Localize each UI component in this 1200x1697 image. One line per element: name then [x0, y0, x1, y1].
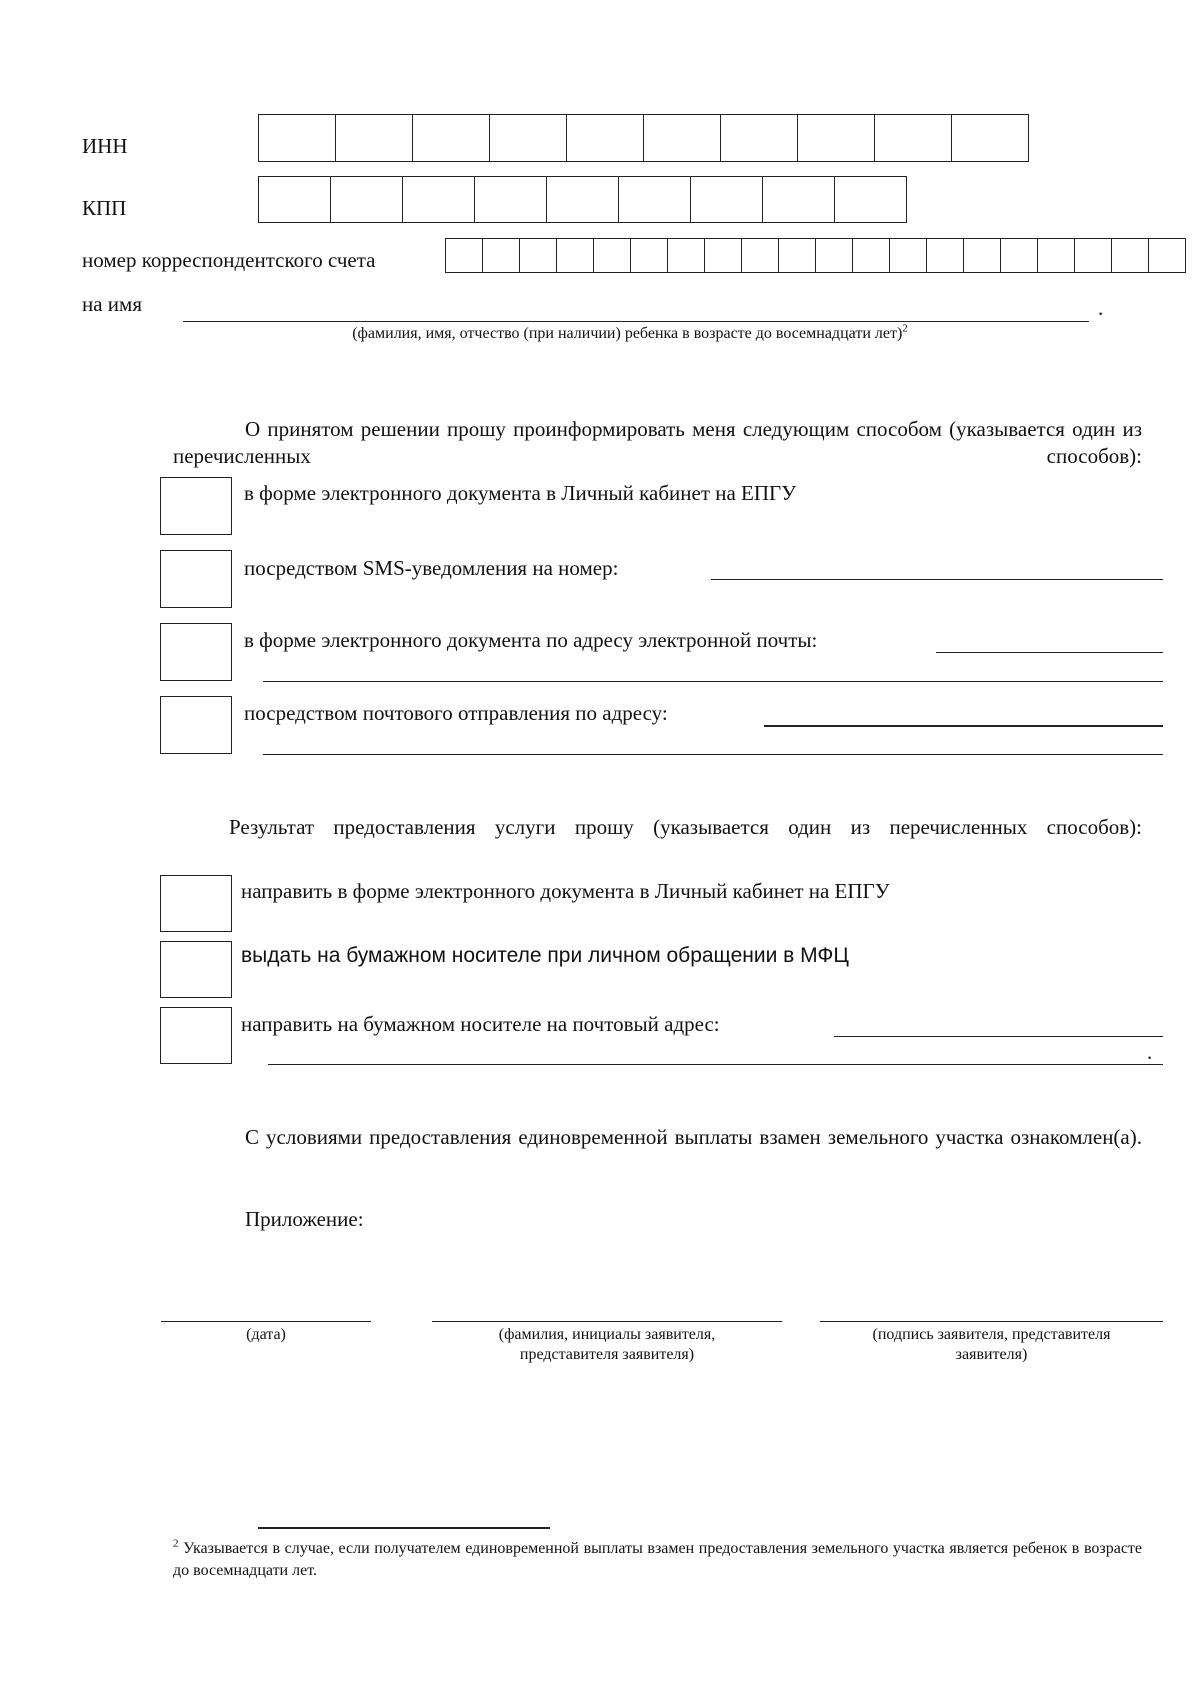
result-option-mfc-label: выдать на бумажном носителе при личном обращении в МФЦ [241, 944, 849, 967]
kpp-digit-cell[interactable] [403, 176, 475, 223]
result-trailing-dot: . [1147, 1040, 1153, 1064]
corr-account-digit-cell[interactable] [853, 238, 890, 273]
kpp-digit-cell[interactable] [619, 176, 691, 223]
notify-option-sms-checkbox[interactable] [160, 550, 232, 608]
attachment-label: Приложение: [245, 1207, 364, 1231]
kpp-digit-cell[interactable] [763, 176, 835, 223]
signature-caption-line2: заявителя) [955, 1346, 1028, 1363]
applicant-name-caption [432, 1325, 782, 1365]
result-option-post-checkbox[interactable] [160, 1007, 232, 1064]
result-option-post-label: направить на бумажном носителе на почтовый адрес: [241, 1012, 720, 1036]
inn-digit-cell[interactable] [259, 114, 336, 162]
kpp-digit-cell[interactable] [835, 176, 907, 223]
corr-account-digit-cell[interactable] [779, 238, 816, 273]
name-label: на имя [82, 292, 142, 316]
conditions-text: С условиями предоставления единовременной выплаты взамен земельного участка ознакомлен(а). [245, 1125, 1142, 1149]
name-trailing-dot: . [1098, 296, 1104, 320]
kpp-cells [258, 176, 907, 223]
corr-account-digit-cell[interactable] [446, 238, 483, 273]
notify-option-post-label: посредством почтового отправления по адресу: [244, 701, 668, 725]
corr-account-digit-cell[interactable] [890, 238, 927, 273]
footnote-mark: 2 [173, 1537, 179, 1550]
result-option-mfc-checkbox[interactable] [160, 941, 232, 998]
child-name-input-line[interactable] [183, 321, 1089, 322]
corr-account-digit-cell[interactable] [594, 238, 631, 273]
corr-account-digit-cell[interactable] [1075, 238, 1112, 273]
corr-account-digit-cell[interactable] [1038, 238, 1075, 273]
corr-account-digit-cell[interactable] [964, 238, 1001, 273]
corr-account-digit-cell[interactable] [520, 238, 557, 273]
signature-input-line[interactable] [820, 1321, 1163, 1322]
notify-intro: О принятом решении прошу проинформировать меня следующим способом (указывается один из перечисленных способов): [173, 417, 1142, 468]
inn-digit-cell[interactable] [567, 114, 644, 162]
signature-caption [820, 1325, 1163, 1365]
corr-account-digit-cell[interactable] [1001, 238, 1038, 273]
email-input-line-2[interactable] [263, 681, 1163, 682]
signature-caption-line1: (подпись заявителя, представителя [872, 1326, 1111, 1343]
corr-account-digit-cell[interactable] [668, 238, 705, 273]
post-address-input-line-1[interactable] [764, 725, 1163, 727]
email-input-line-1[interactable] [936, 652, 1163, 653]
notify-option-lk-label: в форме электронного документа в Личный кабинет на ЕПГУ [244, 481, 797, 505]
kpp-digit-cell[interactable] [691, 176, 763, 223]
kpp-digit-cell[interactable] [331, 176, 403, 223]
notify-option-post-checkbox[interactable] [160, 696, 232, 754]
applicant-name-caption-line1: (фамилия, инициалы заявителя, [498, 1326, 716, 1343]
applicant-name-caption-line2: представителя заявителя) [519, 1346, 695, 1363]
inn-cells [258, 114, 1029, 162]
inn-digit-cell[interactable] [336, 114, 413, 162]
result-intro: Результат предоставления услуги прошу (указывается один из перечисленных способов): [229, 815, 1142, 839]
date-input-line[interactable] [161, 1321, 371, 1322]
corr-account-label: номер корреспондентского счета [82, 248, 376, 272]
corr-account-digit-cell[interactable] [742, 238, 779, 273]
result-post-address-line-1[interactable] [834, 1036, 1163, 1037]
kpp-digit-cell[interactable] [547, 176, 619, 223]
corr-account-digit-cell[interactable] [927, 238, 964, 273]
footnote-separator [258, 1527, 550, 1529]
kpp-label: КПП [82, 196, 127, 220]
corr-account-digit-cell[interactable] [816, 238, 853, 273]
corr-account-digit-cell[interactable] [631, 238, 668, 273]
inn-digit-cell[interactable] [490, 114, 567, 162]
corr-account-digit-cell[interactable] [705, 238, 742, 273]
inn-digit-cell[interactable] [413, 114, 490, 162]
kpp-digit-cell[interactable] [259, 176, 331, 223]
kpp-digit-cell[interactable] [475, 176, 547, 223]
applicant-name-input-line[interactable] [432, 1321, 782, 1322]
corr-account-digit-cell[interactable] [1112, 238, 1149, 273]
result-option-lk-label: направить в форме электронного документа в Личный кабинет на ЕПГУ [241, 879, 890, 903]
inn-digit-cell[interactable] [721, 114, 798, 162]
corr-account-digit-cell[interactable] [557, 238, 594, 273]
date-caption: (дата) [246, 1326, 286, 1343]
inn-digit-cell[interactable] [875, 114, 952, 162]
result-post-address-line-2[interactable] [268, 1064, 1163, 1065]
corr-account-digit-cell[interactable] [1149, 238, 1186, 273]
inn-digit-cell[interactable] [952, 114, 1029, 162]
notify-option-email-checkbox[interactable] [160, 623, 232, 681]
footnote-text: Указывается в случае, если получателем единовременной выплаты взамен предоставления земельного участка является ребенок в возрасте до восемнадцати лет. [173, 1540, 1143, 1579]
inn-label: ИНН [82, 134, 128, 158]
inn-digit-cell[interactable] [644, 114, 721, 162]
inn-digit-cell[interactable] [798, 114, 875, 162]
notify-option-sms-label: посредством SMS-уведомления на номер: [244, 556, 619, 580]
notify-option-lk-checkbox[interactable] [160, 477, 232, 535]
corr-account-cells [445, 238, 1186, 273]
child-name-caption-text: (фамилия, имя, отчество (при наличии) ребенка в возрасте до восемнадцати лет) [352, 325, 903, 342]
child-name-caption [250, 324, 1010, 344]
post-address-input-line-2[interactable] [263, 754, 1163, 755]
footnote [173, 1538, 1142, 1582]
footnote-ref-2: 2 [902, 322, 908, 335]
corr-account-digit-cell[interactable] [483, 238, 520, 273]
notify-option-email-label: в форме электронного документа по адресу электронной почты: [244, 628, 818, 652]
result-option-lk-checkbox[interactable] [160, 875, 232, 932]
sms-number-input-line[interactable] [711, 579, 1163, 580]
